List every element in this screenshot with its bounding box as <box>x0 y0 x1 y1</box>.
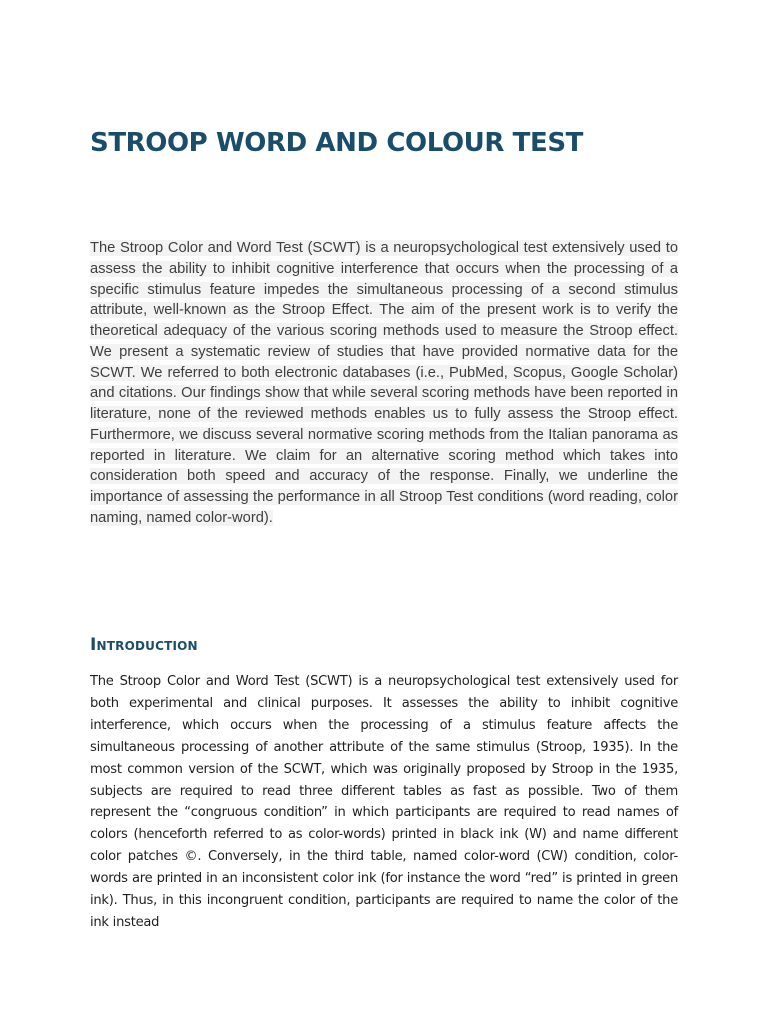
abstract-text: The Stroop Color and Word Test (SCWT) is a neuropsychological test extensively used to assess the ability to inhibit cognitive interference that occurs when the processing of a specific stimulus feature impedes the simultaneous processing of a second stimulus attribute, well-known as the Stroop Effect. The aim of the present work is to verify the theoretical adequacy of the various scoring methods used to measure the Stroop effect. We present a systematic review of studies that have provided normative data for the SCWT. We referred to both electronic databases (i.e., PubMed, Scopus, Google Scholar) and citations. Our findings show that while several scoring methods have been reported in literature, none of the reviewed methods enables us to fully assess the Stroop effect. Furthermore, we discuss several normative scoring methods from the Italian panorama as reported in literature. We claim for an alternative scoring method which takes into consideration both speed and accuracy of the response. Finally, we underline the importance of assessing the performance in all Stroop Test conditions (word reading, color naming, named color-word). <box>90 240 678 526</box>
document-title: STROOP WORD AND COLOUR TEST <box>90 128 584 158</box>
section-heading-introduction: Introduction <box>90 635 198 655</box>
abstract-paragraph <box>90 238 678 529</box>
introduction-paragraph: The Stroop Color and Word Test (SCWT) is a neuropsychological test extensively used for both experimental and clinical purposes. It assesses the ability to inhibit cognitive interference, which occurs when the processing of a stimulus feature affects the simultaneous processing of another attribute of the same stimulus (Stroop, 1935). In the most common version of the SCWT, which was originally proposed by Stroop in the 1935, subjects are required to read three different tables as fast as possible. Two of them represent the “congruous condition” in which participants are required to read names of colors (henceforth referred to as color-words) printed in black ink (W) and name different color patches ©. Conversely, in the third table, named color-word (CW) condition, color-words are printed in an inconsistent color ink (for instance the word “red” is printed in green ink). Thus, in this incongruent condition, participants are required to name the color of the ink instead <box>90 674 678 930</box>
